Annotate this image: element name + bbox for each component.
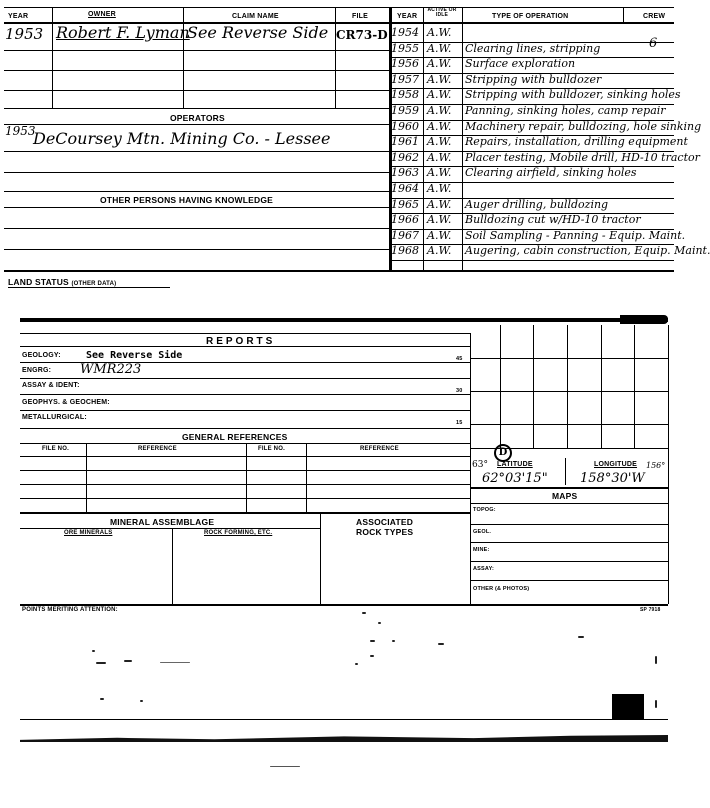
operation-type: Bulldozing cut w/HD-10 tractor [465, 213, 641, 227]
operation-year: 1955 [391, 41, 419, 55]
operation-type: Stripping with bulldozer, sinking holes [465, 88, 681, 102]
operation-year: 1959 [391, 104, 419, 117]
file-header: FILE [352, 13, 368, 20]
longitude-label: LONGITUDE [594, 461, 638, 468]
operation-year: 1964 [391, 182, 419, 195]
general-references-heading: GENERAL REFERENCES [182, 432, 288, 442]
operation-status: A.W. [427, 150, 452, 164]
latitude-label: LATITUDE [497, 461, 533, 468]
operation-status: A.W. [427, 104, 452, 117]
metallurgical-label: METALLURGICAL: [22, 414, 87, 421]
operation-status: A.W. [427, 72, 452, 86]
operation-year: 1967 [391, 228, 419, 242]
operation-type: Stripping with bulldozer [465, 72, 602, 86]
latitude-value: 62°03'15" [482, 471, 548, 486]
claim-file: CR73-D [336, 28, 388, 42]
longitude-value: 158°30'W [580, 471, 645, 486]
scale-15: 15 [456, 420, 463, 426]
points-label: POINTS MERITING ATTENTION: [22, 607, 118, 613]
year-header: YEAR [8, 13, 29, 20]
operation-status: A.W. [427, 182, 452, 195]
operation-year: 1965 [391, 197, 419, 211]
geology-value: See Reverse Side [86, 350, 183, 361]
maps-mine: MINE: [473, 547, 490, 553]
ref-col-file-no-2: FILE NO. [258, 446, 285, 452]
maps-other: OTHER (& PHOTOS) [473, 586, 530, 592]
operation-year: 1958 [391, 88, 419, 102]
operation-type: Clearing lines, stripping [465, 41, 601, 55]
scan-block [612, 694, 644, 720]
scale-30: 30 [456, 388, 463, 394]
geology-label: GEOLOGY: [22, 352, 61, 359]
operation-year: 1963 [391, 166, 419, 180]
operation-type: Augering, cabin construction, Equip. Maint. [465, 244, 710, 258]
operation-year: 1960 [391, 119, 419, 133]
operation-status: A.W. [427, 166, 452, 180]
maps-geol: GEOL. [473, 529, 492, 535]
associated-label: ASSOCIATED [356, 517, 414, 527]
operation-status: A.W. [427, 88, 452, 102]
claim-owner: Robert F. Lyman [56, 23, 190, 42]
operation-type: Machinery repair, bulldozing, hole sinking [465, 119, 702, 133]
operation-type: Placer testing, Mobile drill, HD-10 tractor [465, 150, 700, 164]
form-number: SP 7918 [640, 607, 661, 613]
operator-year: 1953 [5, 124, 36, 138]
rock-types-label: ROCK TYPES [356, 527, 414, 537]
operation-year: 1954 [391, 26, 419, 39]
top-border [4, 7, 674, 8]
active-idle-header: ACTIVE OR IDLE [427, 7, 457, 18]
operation-status: A.W. [427, 228, 452, 242]
assay-label: ASSAY & IDENT: [22, 382, 80, 389]
operation-row-rule [389, 260, 674, 261]
operation-status: A.W. [427, 213, 452, 227]
claim-name-header: CLAIM NAME [232, 13, 279, 20]
operation-year: 1962 [391, 150, 419, 164]
operation-status: A.W. [427, 41, 452, 55]
operation-status: A.W. [427, 135, 452, 149]
operation-year: 1961 [391, 135, 419, 149]
maps-heading: MAPS [552, 491, 578, 501]
scan-edge [20, 735, 668, 742]
operation-type: Surface exploration [465, 57, 576, 71]
lon-degree-right: 156° [646, 461, 666, 470]
operation-type: Panning, sinking holes, camp repair [465, 104, 666, 117]
operation-status: A.W. [427, 119, 452, 133]
operation-status: A.W. [427, 244, 452, 258]
operation-status: A.W. [427, 57, 452, 71]
ref-col-file-no-1: FILE NO. [42, 446, 69, 452]
maps-topog: TOPOG: [473, 507, 496, 513]
lat-degree-left: 63° [472, 460, 488, 470]
ref-col-reference-1: REFERENCE [138, 446, 177, 452]
crew-count: 6 [649, 36, 658, 51]
owner-header: OWNER [88, 11, 116, 18]
claim-name: See Reverse Side [187, 23, 329, 42]
engrg-value: WMR223 [80, 362, 142, 377]
operation-type: Auger drilling, bulldozing [465, 197, 609, 211]
geophys-label: GEOPHYS. & GEOCHEM: [22, 399, 110, 406]
operators-heading: OPERATORS [170, 113, 225, 123]
operation-year: 1957 [391, 72, 419, 86]
engrg-label: ENGRG: [22, 367, 52, 374]
ref-col-reference-2: REFERENCE [360, 446, 399, 452]
operation-year: 1968 [391, 244, 419, 258]
circled-mark: D [494, 444, 512, 462]
op-year-header: YEAR [397, 13, 418, 20]
operation-status: A.W. [427, 197, 452, 211]
operation-year: 1956 [391, 57, 419, 71]
operation-type: Soil Sampling - Panning - Equip. Maint. [465, 228, 686, 242]
operation-year: 1966 [391, 213, 419, 227]
scale-45: 45 [456, 356, 463, 362]
rock-forming-header: ROCK FORMING, ETC. [204, 530, 273, 536]
operation-status: A.W. [427, 26, 452, 39]
operation-type: Clearing airfield, sinking holes [465, 166, 637, 180]
operation-type: Repairs, installation, drilling equipment [465, 135, 688, 149]
type-of-operation-header: TYPE OF OPERATION [492, 13, 569, 20]
ore-minerals-header: ORE MINERALS [64, 530, 113, 536]
mineral-assemblage-heading: MINERAL ASSEMBLAGE [110, 517, 215, 527]
crew-header: CREW [643, 13, 666, 20]
reports-heading: REPORTS [206, 336, 276, 347]
operator-name: DeCoursey Mtn. Mining Co. - Lessee [33, 129, 331, 148]
other-persons-heading: OTHER PERSONS HAVING KNOWLEDGE [100, 195, 274, 205]
maps-assay: ASSAY: [473, 566, 495, 572]
section-band [20, 318, 668, 322]
claim-year: 1953 [5, 25, 44, 43]
land-status-label: LAND STATUS (OTHER DATA) [8, 277, 117, 287]
